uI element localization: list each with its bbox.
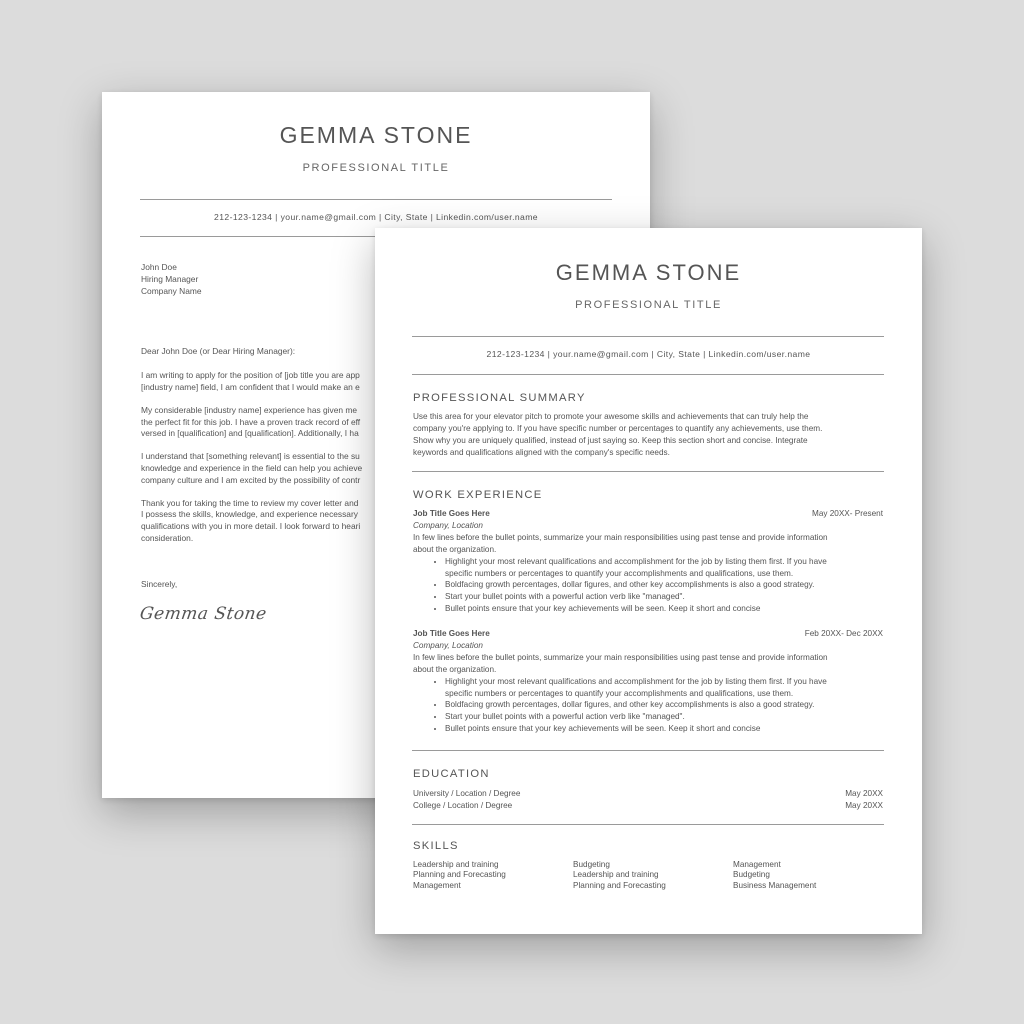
- bullet-line: Boldfacing growth percentages, dollar figures, and other key accomplishments is also a good strategy.: [445, 700, 815, 710]
- job-bullet: [445, 676, 883, 700]
- skills-heading: SKILLS: [413, 840, 459, 852]
- job-title: Job Title Goes Here: [413, 629, 490, 638]
- paragraph-line: versed in [qualification] and [qualification]. Additionally, I ha: [141, 428, 359, 439]
- paragraph-line: I understand that [something relevant] is essential to the su: [141, 451, 360, 462]
- job-intro-line: about the organization.: [413, 664, 497, 674]
- paragraph-line: My considerable [industry name] experience has given me: [141, 404, 357, 415]
- resume-contact-line: 212-123-1234 | your.name@gmail.com | City, State | Linkedin.com/user.name: [486, 349, 811, 359]
- job-title: Job Title Goes Here: [413, 509, 490, 518]
- skills-column: [413, 860, 573, 891]
- skill-item: Planning and Forecasting: [573, 880, 666, 890]
- resume-divider-header-bottom: [412, 374, 884, 375]
- skill-item: Management: [413, 880, 461, 890]
- paragraph-line: consideration.: [141, 532, 194, 543]
- signature: Gemma Stone: [138, 604, 269, 624]
- job-intro: [413, 652, 883, 676]
- job-dates: May 20XX- Present: [812, 509, 883, 518]
- job-company: Company, Location: [413, 520, 483, 530]
- cover-divider-top: [140, 199, 612, 200]
- bullet-line: Boldfacing growth percentages, dollar figures, and other key accomplishments is also a good strategy.: [445, 580, 815, 590]
- bullet-line: Bullet points ensure that your key achievements will be seen. Keep it short and concise: [445, 724, 761, 734]
- job-intro-line: In few lines before the bullet points, summarize your main responsibilities using past tense and provide information: [413, 652, 828, 662]
- summary-line: Show why you are uniquely qualified, instead of just saying so. Keep this section short and concise. Integrate: [413, 435, 808, 445]
- job-bullets: [413, 676, 883, 736]
- skills-column: [733, 860, 893, 891]
- resume-professional-title: PROFESSIONAL TITLE: [575, 299, 722, 311]
- paragraph-line: I am writing to apply for the position of [job title you are app: [141, 370, 360, 381]
- skill-item: Budgeting: [733, 870, 770, 880]
- summary-text: [413, 411, 883, 459]
- bullet-line: Start your bullet points with a powerful action verb like "managed".: [445, 592, 685, 602]
- paragraph-line: qualifications with you in more detail. I look forward to heari: [141, 521, 361, 532]
- summary-line: keywords and qualifications aligned with the company's specific needs.: [413, 447, 670, 457]
- education-heading: EDUCATION: [413, 768, 490, 780]
- job-bullet: [445, 711, 883, 723]
- job-bullets: [413, 556, 883, 616]
- job-dates: Feb 20XX- Dec 20XX: [804, 629, 883, 638]
- resume-divider-header-top: [412, 336, 884, 337]
- education-entry: [413, 800, 883, 812]
- job-intro-line: about the organization.: [413, 544, 497, 554]
- bullet-line: Highlight your most relevant qualifications and accomplishment for the job by listing them first. If you have: [445, 556, 827, 566]
- summary-heading: PROFESSIONAL SUMMARY: [413, 392, 586, 404]
- education-date: May 20XX: [845, 789, 883, 798]
- paragraph-line: [industry name] field, I am confident that I would make an e: [141, 381, 360, 392]
- job-bullet: [445, 556, 883, 580]
- resume-page: [375, 228, 922, 934]
- cover-contact-line: 212-123-1234 | your.name@gmail.com | City, State | Linkedin.com/user.name: [214, 212, 538, 222]
- closing: Sincerely,: [141, 579, 178, 589]
- resume-name: GEMMA STONE: [555, 260, 742, 285]
- education-divider: [412, 824, 884, 825]
- paragraph-line: the perfect fit for this job. I have a proven track record of eff: [141, 416, 361, 427]
- paragraph-line: Thank you for taking the time to review my cover letter and: [141, 497, 359, 508]
- cover-professional-title: PROFESSIONAL TITLE: [302, 162, 450, 174]
- job-company: Company, Location: [413, 640, 483, 650]
- cover-name: GEMMA STONE: [279, 122, 473, 148]
- job-bullet: [445, 603, 883, 615]
- bullet-line: Start your bullet points with a powerful action verb like "managed".: [445, 712, 685, 722]
- job-entry: [413, 628, 883, 735]
- summary-divider: [412, 471, 884, 472]
- job-bullet: [445, 579, 883, 591]
- paragraph-line: I possess the skills, knowledge, and experience necessary: [141, 509, 358, 520]
- job-entry: [413, 508, 883, 615]
- work-heading: WORK EXPERIENCE: [413, 489, 543, 501]
- job-bullet: [445, 591, 883, 603]
- bullet-line: specific numbers or percentages to quantify your accomplishments and qualifications, use them.: [445, 688, 794, 698]
- skills-grid: [413, 860, 893, 891]
- skills-column: [573, 860, 733, 891]
- summary-line: company you're applying to. If you have specific number or percentages to quantify any achievements, use them.: [413, 423, 823, 433]
- job-intro-line: In few lines before the bullet points, summarize your main responsibilities using past tense and provide information: [413, 532, 828, 542]
- skill-item: Leadership and training: [413, 860, 499, 869]
- education-date: May 20XX: [845, 800, 883, 810]
- education-school: University / Location / Degree: [413, 789, 521, 798]
- education-school: College / Location / Degree: [413, 800, 513, 810]
- job-bullet: [445, 699, 883, 711]
- skill-item: Management: [733, 860, 781, 869]
- paragraph-line: company culture and I am excited by the possibility of contr: [141, 474, 361, 485]
- recipient-name: John Doe: [141, 262, 177, 272]
- work-divider: [412, 750, 884, 751]
- bullet-line: Bullet points ensure that your key achievements will be seen. Keep it short and concise: [445, 604, 761, 614]
- job-intro: [413, 532, 883, 556]
- skill-item: Budgeting: [573, 860, 610, 869]
- summary-line: Use this area for your elevator pitch to promote your awesome skills and achievements that can truly help the: [413, 412, 809, 421]
- education-entry: [413, 788, 883, 800]
- recipient-company: Company Name: [141, 285, 202, 296]
- greeting: Dear John Doe (or Dear Hiring Manager):: [141, 346, 296, 357]
- skill-item: Leadership and training: [573, 870, 659, 880]
- bullet-line: Highlight your most relevant qualifications and accomplishment for the job by listing them first. If you have: [445, 676, 827, 686]
- paragraph-line: knowledge and experience in the field can help you achieve: [141, 462, 363, 473]
- recipient-role: Hiring Manager: [141, 273, 199, 284]
- skill-item: Planning and Forecasting: [413, 870, 506, 880]
- bullet-line: specific numbers or percentages to quantify your accomplishments and qualifications, use them.: [445, 568, 794, 578]
- job-bullet: [445, 723, 883, 735]
- education-list: [413, 788, 883, 811]
- skill-item: Business Management: [733, 880, 817, 890]
